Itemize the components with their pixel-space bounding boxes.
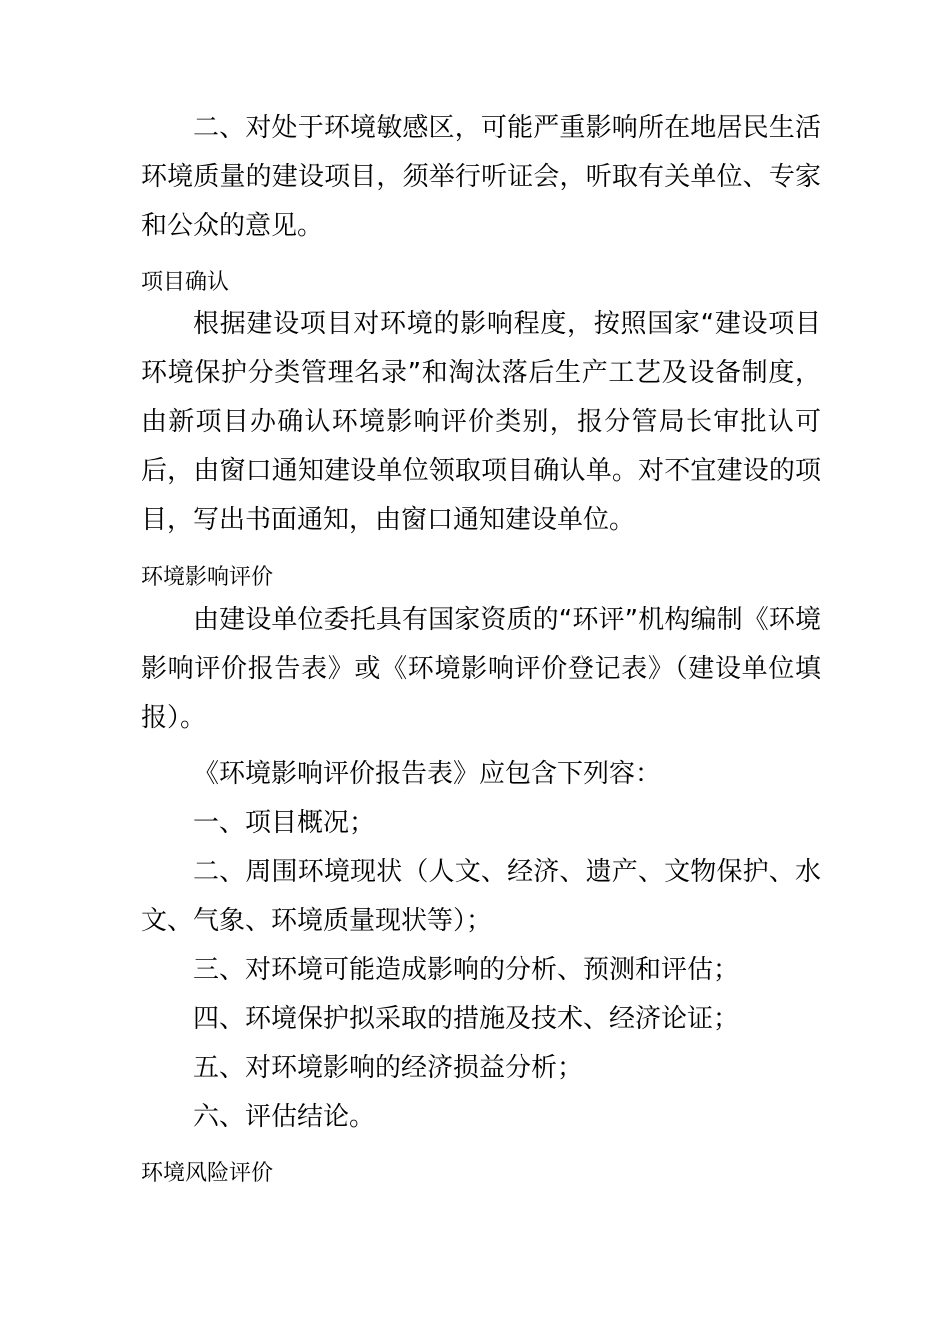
list-item-conclusion: 六、评估结论。 <box>193 1102 376 1132</box>
paragraph-eia-commission: 由建设单位委托具有国家资质的“环评”机构编制《环境影响评价报告表》或《环境影响评价登记表》（建设单位填报）。 <box>141 605 821 733</box>
list-item-economic-analysis: 五、对环境影响的经济损益分析； <box>193 1053 584 1083</box>
paragraph-hearing-requirement: 二、对处于环境敏感区，可能严重影响所在地居民生活环境质量的建设项目，须举行听证会，听取有关单位、专家和公众的意见。 <box>141 113 821 241</box>
section-heading-environmental-impact-assessment: 环境影响评价 <box>141 565 274 590</box>
paragraph-project-confirmation: 根据建设项目对环境的影响程度，按照国家“建设项目环境保护分类管理名录”和淘汰落后生产工艺及设备制度，由新项目办确认环境影响评价类别，报分管局长审批认可后，由窗口通知建设单位领取项目确认单。对不宜建设的项目，写出书面通知，由窗口通知建设单位。 <box>141 309 821 535</box>
section-heading-project-confirmation: 项目确认 <box>141 270 230 295</box>
list-item-protection-measures: 四、环境保护拟采取的措施及技术、经济论证； <box>193 1004 740 1034</box>
list-item-surrounding-environment: 二、周围环境现状（人文、经济、遗产、文物保护、水文、气象、环境质量现状等）； <box>141 857 821 936</box>
section-heading-environmental-risk-assessment: 环境风险评价 <box>141 1161 274 1186</box>
paragraph-report-contents-intro: 《环境影响评价报告表》应包含下列容： <box>193 759 662 789</box>
list-item-impact-analysis: 三、对环境可能造成影响的分析、预测和评估； <box>193 955 740 985</box>
list-item-project-overview: 一、项目概况； <box>193 808 376 838</box>
